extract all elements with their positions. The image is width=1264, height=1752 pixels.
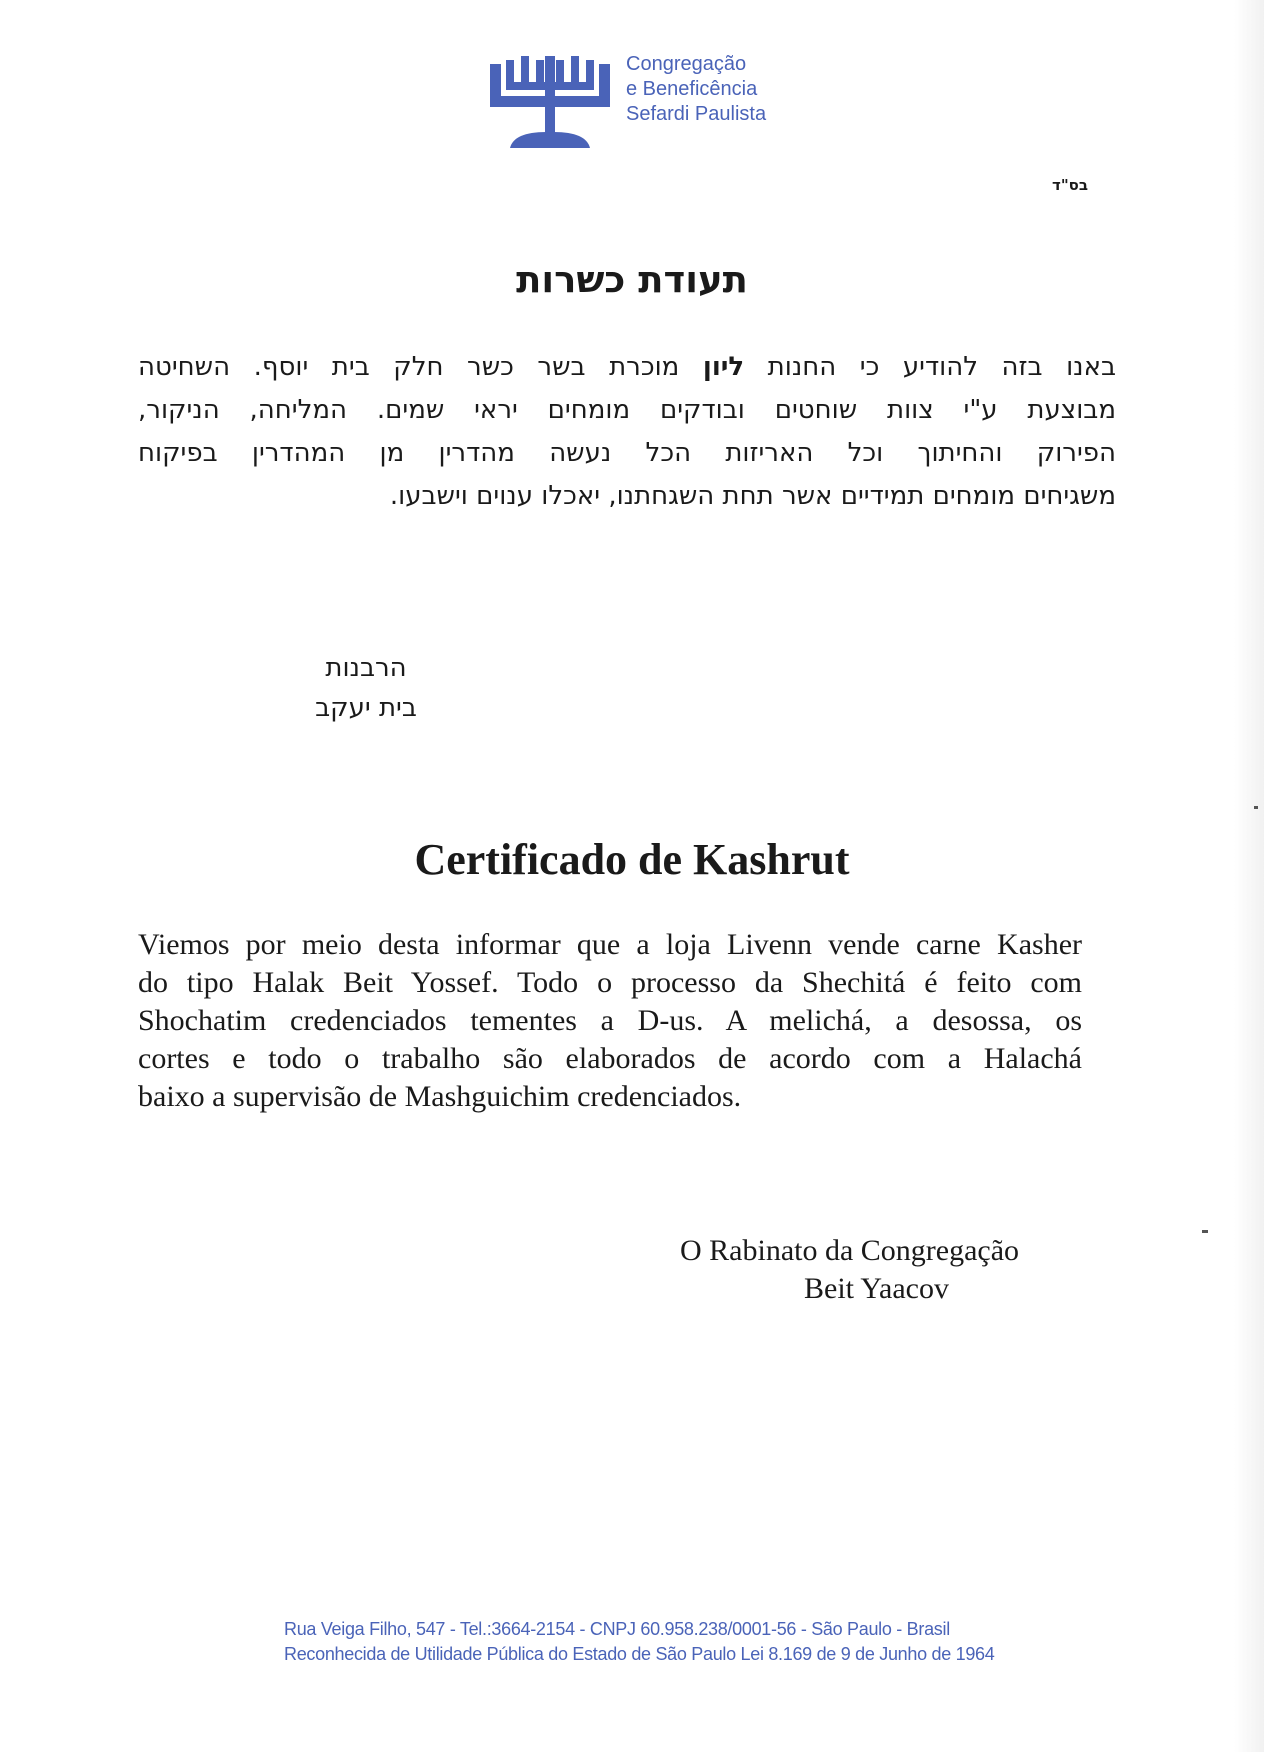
- portuguese-body-line: Shochatim credenciados tementes a D-us. A melichá, a desossa, os: [138, 1004, 1082, 1037]
- footer-address: [284, 1617, 995, 1667]
- menorah-logo-icon: [490, 56, 610, 150]
- scan-speck: [1202, 1230, 1208, 1233]
- scan-speck: [1254, 806, 1258, 809]
- portuguese-body-line: baixo a supervisão de Mashguichim credenciados.: [138, 1080, 742, 1113]
- portuguese-body-line: cortes e todo o trabalho são elaborados de acordo com a Halachá: [138, 1042, 1082, 1075]
- organization-name: [626, 52, 766, 127]
- scan-edge-shadow: [1234, 0, 1264, 1752]
- org-name-line: Sefardi Paulista: [626, 103, 767, 125]
- footer-line: Reconhecida de Utilidade Pública do Estado de São Paulo Lei 8.169 de 9 de Junho de 1964: [284, 1644, 995, 1664]
- portuguese-body-line: Viemos por meio desta informar que a loja Livenn vende carne Kasher: [138, 928, 1082, 961]
- hebrew-signature: [296, 648, 436, 728]
- hebrew-signature-line: הרבנות: [325, 653, 407, 683]
- hebrew-body-line: משגיחים מומחים תמידיים אשר תחת השגחתנו, יאכלו ענוים וישבעו.: [389, 481, 1116, 511]
- hebrew-body-line: [138, 346, 1116, 389]
- hebrew-signature-line: בית יעקב: [315, 693, 417, 723]
- hebrew-body-line: מבוצעת ע"י צוות שוחטים ובודקים מומחים יראי שמים. המליחה, הניקור,: [138, 395, 1116, 425]
- org-name-line: e Beneficência: [626, 78, 758, 100]
- bsd-header: בס"ד: [1052, 176, 1088, 194]
- portuguese-signature: [680, 1232, 1080, 1308]
- footer-line: Rua Veiga Filho, 547 - Tel.:3664-2154 - CNPJ 60.958.238/0001-56 - São Paulo - Brasil: [284, 1619, 950, 1639]
- org-name-line: Congregação: [626, 53, 747, 75]
- portuguese-body: [138, 926, 1082, 1116]
- portuguese-body-line: do tipo Halak Beit Yossef. Todo o processo da Shechitá é feito com: [138, 966, 1082, 999]
- hebrew-title: תעודת כשרות: [516, 258, 748, 301]
- portuguese-signature-line: O Rabinato da Congregação: [680, 1234, 1020, 1267]
- hebrew-text: באנו בזה להודיע כי החנות: [744, 352, 1117, 382]
- portuguese-signature-line: Beit Yaacov: [804, 1272, 949, 1305]
- store-name-hebrew: ליון: [702, 352, 745, 382]
- hebrew-text: מוכרת בשר כשר חלק בית יוסף. השחיטה: [138, 352, 703, 382]
- hebrew-body-line: הפירוק והחיתוך וכל האריזות הכל נעשה מהדרין מן המהדרין בפיקוח: [138, 438, 1116, 468]
- portuguese-title: Certificado de Kashrut: [414, 835, 850, 884]
- hebrew-body: [138, 346, 1116, 518]
